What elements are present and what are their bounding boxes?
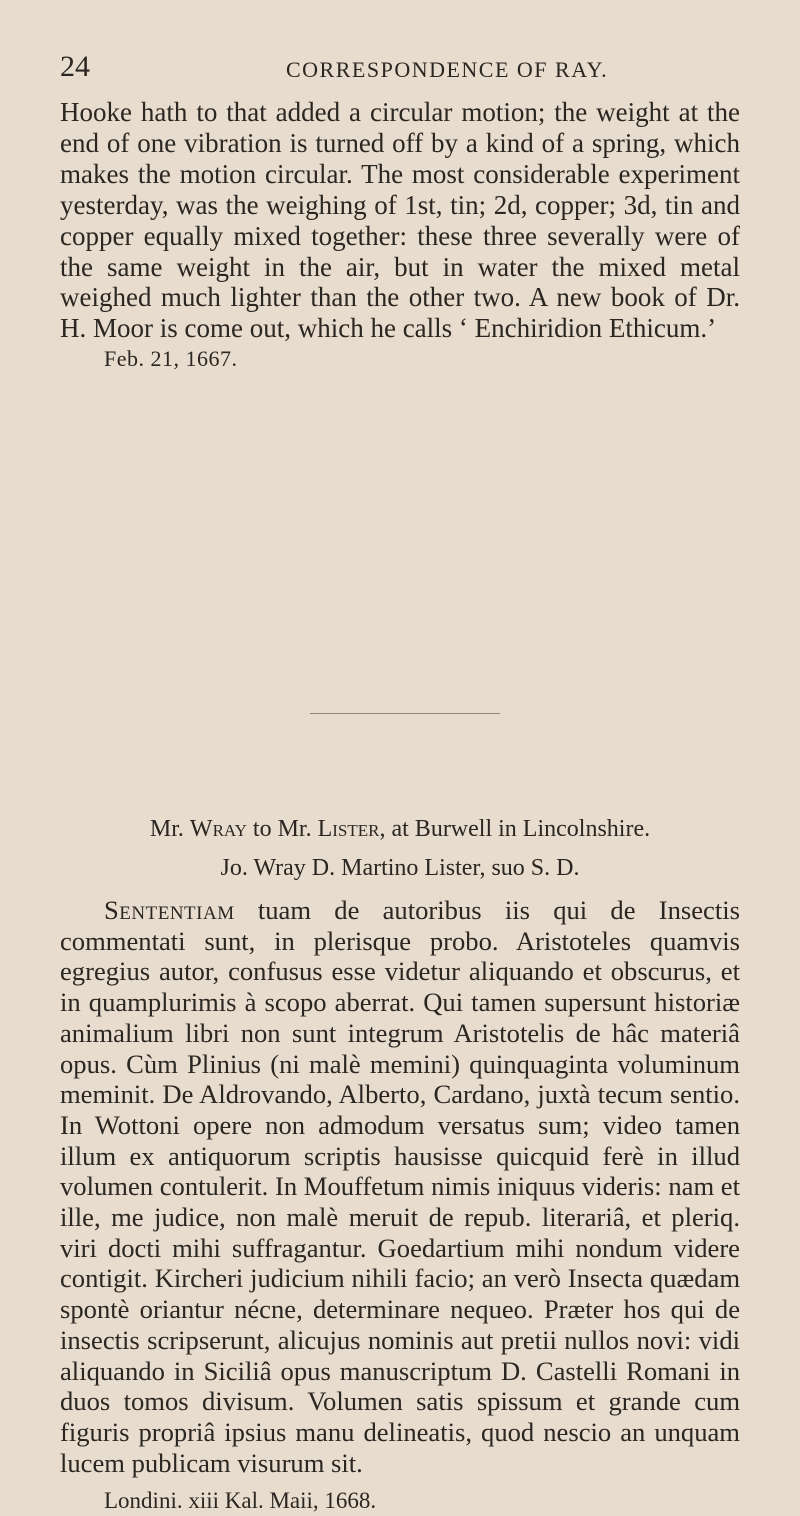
running-head: CORRESPONDENCE OF RAY. bbox=[286, 57, 609, 82]
letter-title bbox=[60, 813, 740, 845]
title-name-to: Lister, bbox=[317, 816, 386, 842]
letter-closing: Londini. xiii Kal. Maii, 1668. bbox=[104, 1488, 377, 1514]
letter-date: Feb. 21, 1667. bbox=[104, 346, 238, 372]
opening-word: Sententiam bbox=[104, 895, 235, 925]
title-prefix: Mr. bbox=[149, 816, 184, 842]
hooke-letter-ending bbox=[60, 97, 740, 374]
wray-letter bbox=[60, 813, 740, 1516]
page-number: 24 bbox=[60, 50, 90, 83]
hooke-paragraph: Hooke hath to that added a circular motion; the weight at the end of one vibration is turned off by a kind of a spring, which makes the motion circular. The most considerable experiment yesterday, was the weighing of 1st, tin; 2d, copper; 3d, tin and copper equally mixed together: these three severally were of the same weight in the air, but in water the mixed metal weighed much lighter than the other two. A new book of Dr. H. Moor is come out, which he calls ‘ Enchiridion Ethicum.’ bbox=[60, 97, 740, 344]
page-header bbox=[60, 50, 740, 90]
title-name-from: Wray bbox=[189, 816, 247, 842]
letter-body-text: tuam de autoribus iis qui de Insectis commentati sunt, in plerisque probo. Aristoteles quamvis egregius autor, confusus esse videtur aliquando et obscurus, et in quamplurimis à scopo aberrat. Qui tamen supersunt historiæ animalium libri non sunt integrum Aristotelis de hâc materiâ opus. Cùm Plinius (ni malè memini) quinquaginta voluminum meminit. De Aldrovando, Alberto, Cardano, juxtà tecum sentio. In Wottoni opere non admodum versatus sum; video tamen illum ex antiquorum scriptis hausisse quicquid ferè in illud volumen contulerit. In Mouffetum nimis iniquus videris: nam et ille, me judice, non malè meruit de repub. literariâ, et pleriq. viri docti mihi suffragantur. Goedartium mihi nondum videre contigit. Kircheri judicium nihili facio; an verò Insecta quædam spontè oriantur nécne, determinare nequeo. Præter hos qui de insectis scripserunt, alicujus nominis aut pretii nullos novi: vidi aliquando in Siciliâ opus manuscriptum D. Castelli Romani in duos tomos divisum. Volumen satis spissum et grande cum figuris propriâ ipsius manu delineatis, quod nescio an unquam lucem publicam visurum sit. bbox=[60, 895, 740, 1478]
letter-salutation: Jo. Wray D. Martino Lister, suo S. D. bbox=[220, 855, 580, 881]
title-suffix: at Burwell in Lincolnshire. bbox=[391, 816, 651, 842]
title-middle: to Mr. bbox=[252, 816, 312, 842]
section-divider bbox=[310, 713, 500, 714]
letter-body bbox=[60, 895, 740, 1478]
